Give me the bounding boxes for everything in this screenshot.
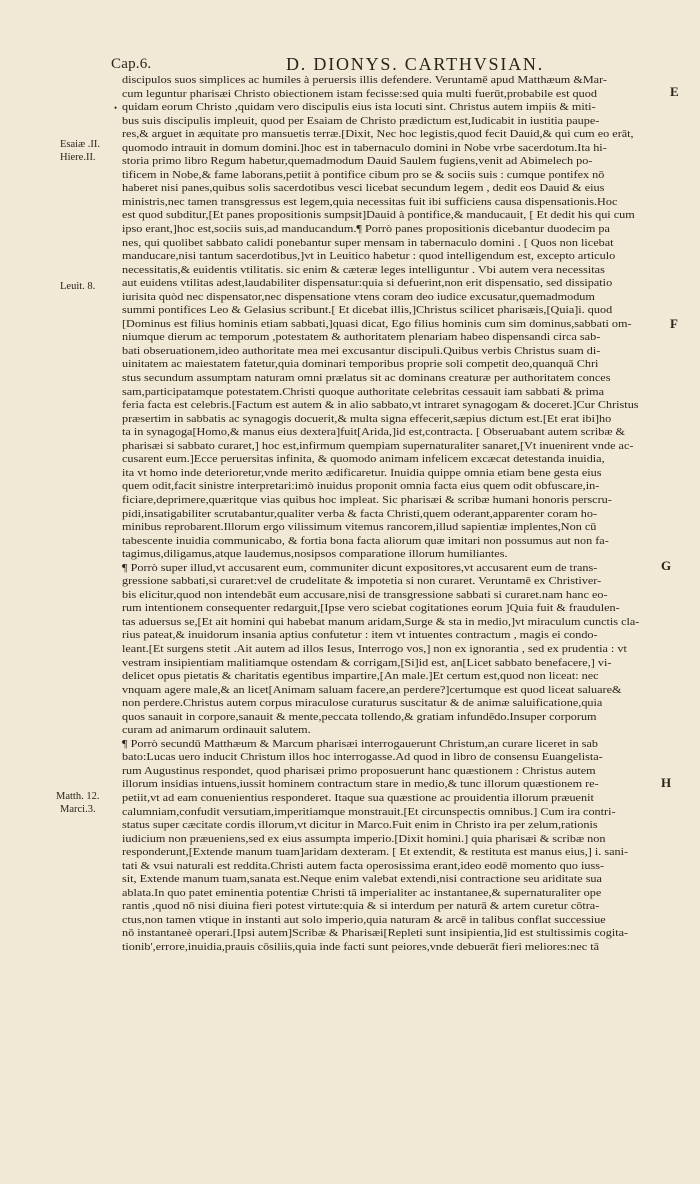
margin-note-hiere: Hiere.II. [60, 152, 96, 163]
text-line: leant.[Et surgens stetit .Ait autem ad illos Iesus, Interrogo vos,] non ex ignorantia , sed ex prudentia : vt [122, 642, 627, 655]
text-line [122, 968, 670, 982]
text-line: ablata.In quo patet eminentia potentiæ Christi tā imperialiter ac instantanee,& supernaturaliter ope [122, 886, 602, 899]
text-line: iurisita quòd nec dispensator,nec dispensatione vtens coram deo iudice excusatur,quemadmodum [122, 290, 595, 303]
text-line: vestram insipientiam malitiamque ostendam & corrigam,[Si]id est, an[Licet sabbato benefacere,] vi- [122, 656, 612, 669]
text-line: cusarent eum.]Ecce peruersitas infinita, & quomodo animam infelicem excæcat detestanda inuidia, [122, 453, 605, 466]
text-line: summi pontifices Leo & Gelasius scribunt.[ Et dicebat illis,]Christus scilicet pharisæis,[Quia]i. quod [122, 304, 613, 317]
text-line: ipso erant,]hoc est,sociis suis,ad manducandum.¶ Porrò panes propositionis dicebantur duodecim pa [122, 223, 610, 236]
text-line: aut euidens vtilitas adest,laudabiliter dispensatur:quia si defuerint,non erit dispensatio, sed dissipatio [122, 277, 613, 290]
text-line: niumque dierum ac temporum ,potestatem & authoritatem plenariam habeo dispensandi circa sab- [122, 331, 601, 344]
text-line: tas aduersus se,[Et ait homini qui habebat manum aridam,Surge & sta in medio,]vt miraculum cunctis cla- [122, 615, 640, 628]
text-line: ¶ Porrò super illud,vt accusarent eum, communiter dicunt expositores,vt accusarent eum de trans- [122, 561, 598, 574]
section-marker-f: F [670, 316, 678, 331]
body-text [122, 74, 670, 982]
text-line: calumniam,confudit versutiam,imperitiamque monstrauit.[Et circunspectis omnibus.] Cum ira contri- [122, 805, 616, 818]
text-line: discipulos suos simplices ac humiles à peruersis illis defendere. Veruntamē apud Matthæum &Mar- [122, 74, 607, 86]
text-line: iudicium non præueniens,sed ex eius assumpta imperio.[Dixit homini.] quia pharisæi & scribæ non [122, 832, 606, 845]
text-line: ¶ Porrò secundū Matthæum & Marcum pharisæi interrogauerunt Christum,an curare liceret in sab [122, 737, 599, 750]
chapter-label: Cap.6. [111, 56, 152, 72]
text-line: [Dominus est filius hominis etiam sabbati,]quasi dicat, Ego filius hominis cum sim dominus,sabbati om- [122, 317, 632, 330]
text-line: status super cæcitate cordis illorum,vt dicitur in Marco.Fuit enim in Christo ira per zelum,rationis [122, 819, 598, 832]
text-line: ctus,non tamen vtique in instanti aut solo imperio,quia naturam & arcē in talibus conflat successiue [122, 913, 606, 926]
text-line: delicet opus pietatis & charitatis egentibus impartire,[An male.]Et certum est,quod non liceat: nec [122, 670, 599, 683]
text-line: pharisæi si sabbato curaret,] hoc est,infirmum quempiam supernaturaliter sanaret,[Vt inuenirent vnde ac- [122, 439, 634, 452]
text-line [122, 955, 670, 969]
text-line: bato:Lucas uero inducit Christum illos hoc interrogasse.Ad quod in libro de consensu Euangelista- [122, 751, 603, 764]
bullet-mark: • [114, 103, 118, 113]
text-line: ficiare,deprimere,quæritque vias quibus hoc impleat. Sic pharisæi & scribæ humani honoris perscru- [122, 493, 612, 506]
text-line: sam,participatamque potestatem.Christi quoque authoritate celebritas cessauit iam sabbati & prima [122, 385, 605, 398]
text-line: rum Augustinus respondet, quod pharisæi primo proposuerunt hanc quæstionem : Christus autem [122, 764, 596, 777]
section-marker-e: E [670, 84, 679, 99]
text-line: est quod subditur,[Et panes propositionis sumpsit]Dauid à pontifice,& manducauit, [ Et dedit his qui cum [122, 209, 635, 222]
text-line: ita vt homo inde deterioretur,vnde merito ædificaretur. Inuidia quippe omnia etiam bene gesta eius [122, 466, 602, 479]
text-line: quos sanauit in corpore,sanauit & mente,peccata tollendo,& gratiam infundēdo.Insuper corporum [122, 710, 597, 723]
text-line: petiit,vt ad eam conuenientius responderet. Itaque sua quæstione ac prouidentia illorum præuenit [122, 791, 594, 804]
text-line: rius pateat,& inuidorum insania aptius confutetur : item vt intuentes contractum , magis ei condo- [122, 629, 598, 642]
text-line: illorum insidias intuens,iussit hominem contractum stare in medio,& tunc illorum quæstionem re- [122, 778, 599, 791]
text-line: tagimus,diligamus,atque laudemus,nosipsos comparatione illorum humiliantes. [122, 548, 508, 561]
text-line: quem odit,facit sinistre interpretari:imò inuidus proponit omnia facta eius quem odit obfuscare,in- [122, 480, 600, 493]
margin-note-leuit: Leuit. 8. [60, 281, 96, 292]
text-line: res,& arguet in æquitate pro mansuetis terræ.[Dixit, Nec hoc legistis,quod fecit Dauid,& qui cum eo erāt, [122, 128, 634, 141]
text-line: tabescente inuidia communicabo, & fortia bona facta aliorum quæ imitari non possumus aut non fa- [122, 534, 609, 547]
text-line: bus suis discipulis impleuit, quod per Esaiam de Christo prædictum est,Iudicabit in iustitia paupe- [122, 114, 600, 127]
text-line: rantis ,quod nō nisi diuina fieri potest virtute:quia & si interdum per naturā & artem curetur cōtra- [122, 900, 600, 913]
text-line: nes, qui quolibet sabbato calidi ponebantur super mensam in tabernaculo domini . [ Quos non licebat [122, 236, 614, 249]
margin-note-marci: Marci.3. [60, 804, 96, 815]
text-line: manducare,nisi tantum sacerdotibus,]vt in Leuitico habetur : quod intelligendum est, excepto articulo [122, 250, 616, 263]
margin-note-esaiae: Esaiæ .II. [60, 139, 100, 150]
text-line: bis elicitur,quod non intendebāt eum accusare,nisi de transgressione sabbati si curaret.nam hanc eo- [122, 588, 608, 601]
text-line: tati & vsui naturali est reddita.Christi autem facta operosissima erant,ideo eodē momento quo iuss- [122, 859, 605, 872]
text-line: rum intentionem consequenter redarguit,[Ipse vero sciebat cogitationes eorum ]Quia fuit & fraudulen- [122, 602, 620, 615]
text-line: gressione sabbati,si curaret:vel de crudelitate & impotetia si non curaret. Veruntamē ex Christiver- [122, 575, 602, 588]
text-line: pidi,insatigabiliter scrutabantur,qualiter verba & facta Christi,quem oderant,apparenter coram ho- [122, 507, 598, 520]
text-line: tionib',errore,inuidia,prauis cōsiliis,quia inde facti sunt peiores,vnde debuerāt fieri meliores:nec tā [122, 941, 600, 953]
text-line: nō instantaneè operari.[Ipsi autem]Scribæ & Pharisæi[Repleti sunt insipientia,]id est stultissimis cogita- [122, 927, 629, 940]
text-line: necessitatis,& euidentis vtilitatis. sic enim & cæteræ leges intelliguntur . Vbi autem vera necessitas [122, 263, 605, 276]
text-line: storia primo libro Regum habetur,quemadmodum Dauid Saulem fugiens,venit ad Abimelech po- [122, 155, 593, 168]
section-marker-g: G [661, 558, 672, 573]
text-line: cum leguntur pharisæi Christo obiectionem istam fecisse:sed quia multi fuerūt,probabile est quod [122, 87, 597, 100]
text-line: vnquam agere male,& an licet[Animam saluam facere,an perdere?]certumque est quod liceat saluare& [122, 683, 622, 696]
text-line: ministris,nec tamen transgressus est legem,quia necessitas fuit ibi sufficiens causa dispensationis.Hoc [122, 195, 618, 208]
text-line: responderunt,[Extende manum tuam]aridam dexteram. [ Et extendit, & restituta est manus eius,] i. sani- [122, 846, 629, 859]
text-line: haberet nisi panes,quibus solis sacerdotibus vesci licebat secundum legem , dedit eos Dauid & eius [122, 182, 605, 195]
running-title: D. DIONYS. CARTHVSIAN. [286, 54, 545, 74]
text-line: non perdere.Christus autem corpus miraculose curaturus suscitatur & de animæ saluificatione,quia [122, 697, 603, 710]
text-line: præsertim in sabbatis ac synagogis docuerit,& multa signa effecerit,sæpius dictum est.[Et erat ibi]ho [122, 412, 612, 425]
text-line: quomodo intrauit in domum domini.]hoc est in tabernaculo domini in Nobe vrbe sacerdotum.Ita hi- [122, 141, 607, 154]
text-line: tificem in Nobe,& fame laborans,petiit à pontifice cibum pro se & sociis suis : cumque pontifex nō [122, 168, 605, 181]
section-marker-h: H [661, 775, 672, 790]
text-line: bati obseruationem,ideo authoritate mea mei excusantur discipuli.Quibus verbis Christus suam di- [122, 344, 601, 357]
text-line: minibus reprobarent.Illorum ergo vilissimum vitemus rancorem,illud sapientiæ implentes,Non cū [122, 521, 597, 534]
margin-note-matth: Matth. 12. [56, 791, 100, 802]
text-line: curam ad animarum ordinauit salutem. [122, 724, 311, 737]
text-line: feria facta est celebris.[Factum est autem & in alio sabbato,vt intraret synagogam & doceret.]Cur Christus [122, 399, 639, 412]
text-line: quidam eorum Christo ,quidam vero discipulis eius ista locuti sint. Christus autem impiis & miti- [122, 101, 596, 114]
text-line: stus secundum assumptam naturam omni prælatus sit ac dominans creaturæ per authoritatem conces [122, 372, 611, 385]
text-line: uinitatem ac maiestatem fatetur,quia dominari temporibus proprie soli competit deo,quanquā Chri [122, 358, 599, 371]
text-line: ta in synagoga[Homo,& manus eius dextera]fuit[Arida,]id est,contracta. [ Obseruabant autem scribæ & [122, 426, 626, 439]
text-line: sit, Extende manum tuam,sanata est.Neque enim valebat extendi,nisi contractione seu ariditate sua [122, 873, 602, 886]
